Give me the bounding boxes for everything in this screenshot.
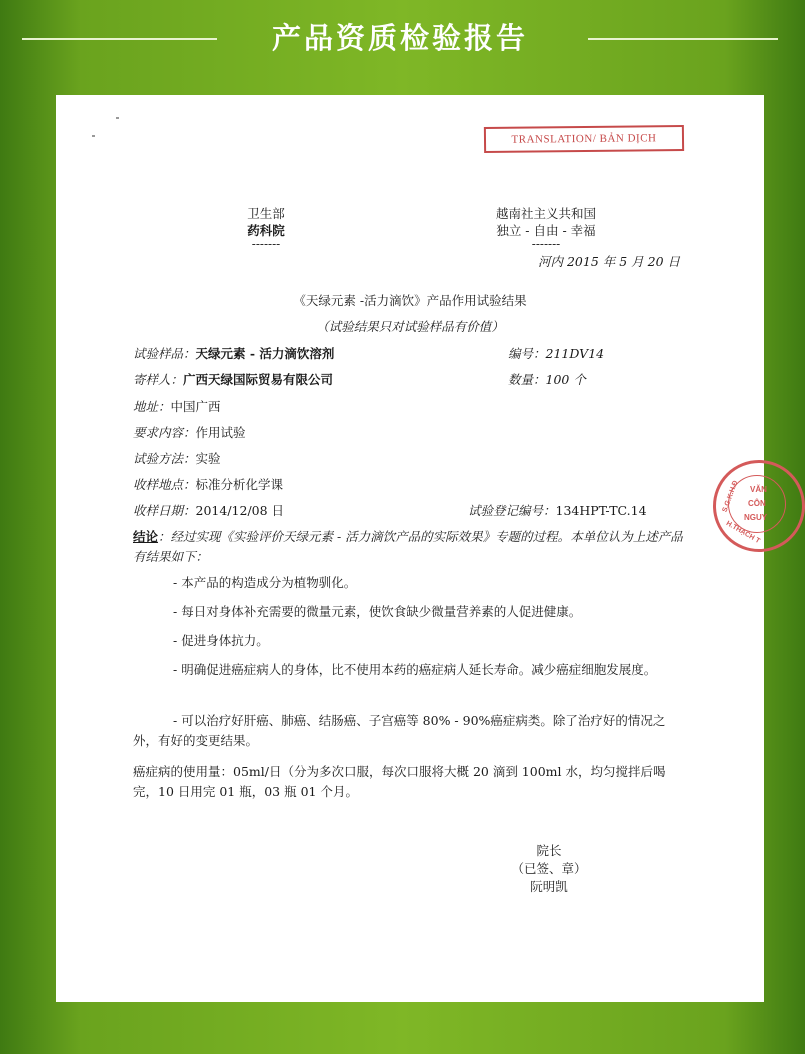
result-item: - 明确促进癌症病人的身体，比不使用本药的癌症病人延长寿命。减少癌症细胞发展度。 (173, 662, 657, 677)
field-label: 试验登记编号： (468, 503, 556, 518)
page-title: 产品资质检验报告 (271, 21, 528, 55)
report-date: 河内 2015 年 5 月 20 日 (538, 254, 681, 269)
field-label: 编号： (508, 346, 546, 361)
signature-name: 阮明凯 (530, 879, 568, 894)
field-label: 数量： (508, 372, 546, 387)
field-label: 收样日期： (133, 503, 196, 518)
left-org-ministry: 卫生部 (247, 206, 285, 221)
field-label: 寄样人： (133, 372, 184, 387)
field-value: 2014/12/08 日 (195, 503, 285, 518)
report-title: 《天绿元素 -活力滴饮》产品作用试验结果 (293, 293, 527, 308)
field-label: 要求内容： (133, 425, 196, 440)
translation-stamp: TRANSLATION/ BẢN DỊCH (484, 125, 684, 153)
field-receive-location (133, 475, 283, 493)
page-header (0, 0, 800, 80)
scan-speck (92, 135, 95, 137)
conclusion-label: 结论 (133, 529, 159, 544)
field-value: 作用试验 (195, 425, 246, 440)
result-item: - 促进身体抗力。 (173, 633, 269, 648)
right-org-country: 越南社主义共和国 (495, 206, 596, 221)
right-org-divider: ------- (531, 237, 561, 251)
field-requirement (133, 423, 246, 441)
field-value: 广西天绿国际贸易有限公司 (183, 372, 334, 387)
field-registration-number (468, 501, 647, 519)
seal-text: S.G.K.H.Đ (721, 479, 740, 514)
official-seal (713, 460, 805, 552)
field-value: 天绿元素 - 活力滴饮溶剂 (195, 346, 335, 361)
conclusion-text: ：经过实现《实验评价天绿元素 - 活力滴饮产品的实际效果》专题的过程。本单位认为上述产品有结果如下： (133, 529, 683, 564)
bottom-band (0, 1002, 800, 1054)
field-label: 试验样品： (133, 346, 196, 361)
field-serial (508, 344, 604, 362)
field-address (133, 397, 221, 415)
conclusion (133, 527, 686, 567)
header-divider-right (588, 38, 778, 40)
usage-dosage: 癌症病的使用量：05ml/日（分为多次口服，每次口服将大概 20 滴到 100ml 水，均匀搅拌后喝完，10 日用完 01 瓶，03 瓶 01 个月。 (133, 764, 666, 799)
seal-text: H.THẠCH T (724, 520, 761, 545)
field-label: 收样地点： (133, 477, 196, 492)
scan-speck (116, 117, 119, 119)
field-value: 134HPT-TC.14 (555, 503, 647, 518)
field-value: 标准分析化学课 (195, 477, 284, 492)
field-receive-date (133, 501, 284, 519)
field-value: 211DV14 (545, 346, 605, 361)
field-label: 地址： (133, 399, 171, 414)
result-item: - 每日对身体补充需要的微量元素，使饮食缺少微量营养素的人促进健康。 (173, 604, 582, 619)
field-sender (133, 370, 333, 388)
field-value: 中国广西 (170, 399, 221, 414)
field-sample (133, 344, 334, 362)
result-item: - 可以治疗好肝癌、肺癌、结肠癌、子宫癌等 80% - 90%癌症病类。除了治疗好的情况之外，有好的变更结果。 (133, 713, 666, 748)
signature-note: （已签、章） (511, 861, 587, 876)
field-label: 试验方法： (133, 451, 196, 466)
signature-title: 院长 (536, 843, 562, 858)
seal-text: NGUY (744, 513, 768, 522)
left-org-divider: ------- (251, 237, 281, 251)
report-subtitle: （试验结果只对试验样品有价值） (316, 319, 504, 334)
right-org-motto: 独立 - 自由 - 幸福 (496, 223, 596, 238)
field-value: 100 个 (545, 372, 586, 387)
result-item: - 本产品的构造成分为植物驯化。 (173, 575, 357, 590)
field-method (133, 449, 221, 467)
seal-text: VĂN (750, 485, 767, 494)
field-quantity (508, 370, 586, 388)
left-org-institute: 药科院 (247, 223, 285, 238)
field-value: 实验 (195, 451, 221, 466)
report-document (56, 95, 768, 1002)
seal-text: CÔN (748, 499, 766, 508)
